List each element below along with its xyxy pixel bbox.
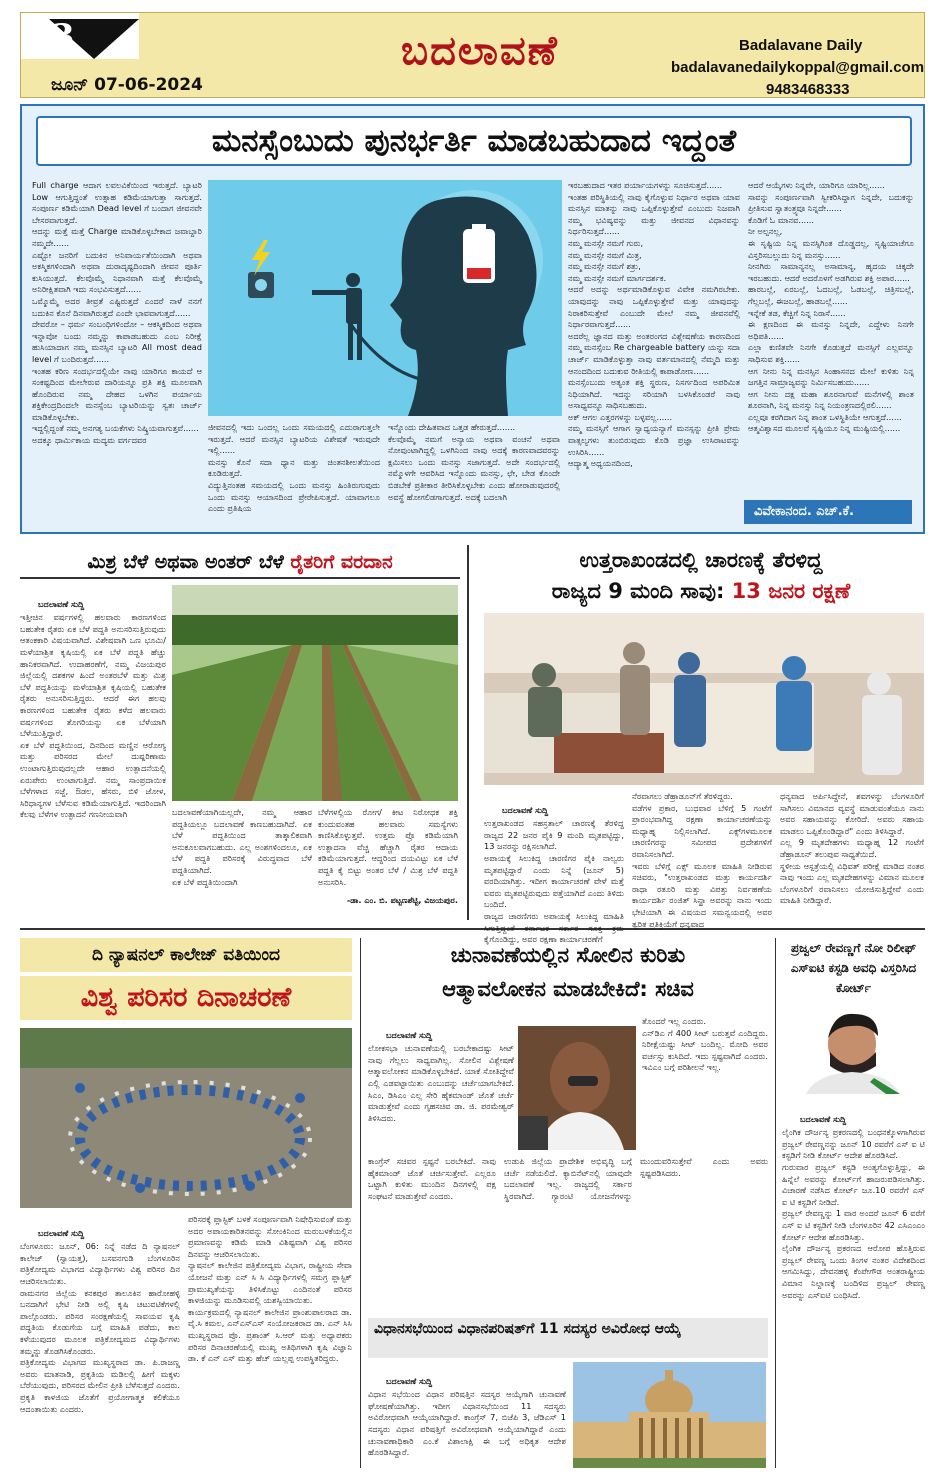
- environment-day-column-1: [20, 1214, 180, 1468]
- page-number: 3: [51, 17, 75, 57]
- page-number-tab: [21, 13, 139, 59]
- vidhana-soudha-photo: [573, 1362, 766, 1468]
- uttarakhand-headline: [476, 545, 926, 607]
- environment-day-headline: ವಿಶ್ವ ಪರಿಸರ ದಿನಾಚರಣೆ: [20, 976, 352, 1020]
- column-divider: [467, 545, 469, 920]
- lead-column-3: ಇರಬಹುದಾದ ಇತರ ಪರ್ಯಾಯಗಳನ್ನು ಸೂಚಿಸುತ್ತದೆ...... ಇಂತಹ ಪರಿಸ್ಥಿತಿಯಲ್ಲಿ ನಾವು ಕೈಗೊಳ್ಳುವ ನಿರ್ಧಾರ ಅಥವಾ ಯಾವ ಮನಸ್ಸಿನ ಮಾತನ್ನು ನಾವು ಒಪ್ಪಿಕೊಳ್ಳುತ್ತೇವೆ ಎಂಬುದು ನಿಜವಾಗಿ ನಮ್ಮ ಭವಿಷ್ಯವನ್ನು ಮತ್ತು ಜೀವನದ ವಿಧಾನವನ್ನು ನಿರ್ಧರಿಸುತ್ತದೆ...... ನಮ್ಮ ಮನಸ್ಸೇ ನಮಗೆ ಗುರು, ನಮ್ಮ ಮನಸ್ಸೇ ನಮಗೆ ಮಿತ್ರ, ನಮ್ಮ ಮನಸ್ಸೇ ನಮಗೆ ಶತ್ರು, ನಮ್ಮ ಮನಸ್ಸೇ ನಮಗೆ ಮಾರ್ಗದರ್ಶಕ. ಆದರೆ ಅದನ್ನು ಅರ್ಥಮಾಡಿಕೊಳ್ಳುವ ವಿವೇಕ ನಮಗಿರಬೇಕು. ಯಾವುದನ್ನು ನಾವು ಒಪ್ಪಿಕೊಳ್ಳುತ್ತೇವೆ ಮತ್ತು ಯಾವುದನ್ನು ನಿರಾಕರಿಸುತ್ತೇವೆ ಎಂಬುದೇ ಮೇಲೆ ನಮ್ಮ ಜೀವನವೆಲ್ಲಿ ನಿರ್ಧಾರವಾಗುತ್ತದೆ...... ಅದರೆಲ್ಲ ಜ್ಞಾನದ ಮತ್ತು ಅಂತರಂಗದ ವಿಶ್ಲೇಷಣೆಯ ಕಾರಣದಿಂದ ನಮ್ಮ ಮನಸ್ಸೆಂಬ Re chargeable battery ಯನ್ನು ಸದಾ ಚಾರ್ಜ್ ಮಾಡಿಕೊಳ್ಳುತ್ತಾ ನಾವು ವರ್ತಮಾನದಲ್ಲಿ ನೆಮ್ಮದಿ ಮತ್ತು ಆನಂದದಿಂದ ಬದುಕುವ ರೀತಿಯಲ್ಲಿ ಕಾಪಾಡೋಣ...... ಮನಸ್ಸೆಂಬುದು ಅತ್ಯಂತ ಶಕ್ತಿ ಸ್ಥರುಣ, ನಿಸರ್ಗದಿಂದ ಅಪರಿಮಿತ ನಿಧಿಯಾಗಿದೆ. ಇದನ್ನು ಸರಿಯಾಗಿ ಬಳಸಿಕೊಂಡರೆ ನಾವು ಅಸಾಧ್ಯವನ್ನೂ ಸಾಧಿಸಬಹುದು. ಅಕ್ ಆಗಲ ಎತ್ತರಗಳನ್ನು ಬಳ್ಳವಲ್ಲ...... ನಮ್ಮ ಮನಸ್ಸಿಗೆ ಆಗಾಗ ಸ್ವಾಧ್ಯಯನ್ಯಾಗೆ ಮನಸ್ಸನ್ನು ಪ್ರೀತಿ ಪ್ರೇಮ ವಾತ್ಸಲ್ಯಗಳು ತುಂಬಿರುವುದು ಕೊಡಿ ಪ್ರಜ್ಞಾ ಉಸಿರಾಟವನ್ನು ಉಸಿರಿಸಿ...... ಆದ್ಯಾತ್ಮ ಅಧ್ಯಯನದಿಂದ,: [568, 180, 740, 469]
- election-defeat-column-3: ಕಾಂಗ್ರೆಸ್ ಸಚಿವರ ಸ್ಪಷ್ಟನೆ ಬರಬೇಕಿದೆ. ನಾವು ಹೈಕಮಾಂಡ್ ಜೊತೆ ಚರ್ಚಿಸುತ್ತೇವೆ. ಎಲ್ಲರೂ ಒಟ್ಟಾಗಿ ಕುಳಿತು ಮುಂದಿನ ದಿನಗಳಲ್ಲಿ ಪಕ್ಷ ಸಂಘಟನೆ ಮಾಡುತ್ತೇವೆ ಎಂದರು. ಉಡುಪಿ ಜಿಲ್ಲೆಯ ಪ್ರಾದೇಶಿಕ ಅಭಿವೃದ್ಧಿ ಬಗ್ಗೆ ಚರ್ಚೆ ನಡೆಯಲಿದೆ. ಕ್ಯಾಬಿನೆಟ್‌ನಲ್ಲಿ ಯಾವುದೇ ಬದಲಾವಣೆ ಇಲ್ಲ. ರಾಜ್ಯದಲ್ಲಿ ಸರ್ಕಾರ ಸ್ಥಿರವಾಗಿದೆ. ಗ್ಯಾರಂಟಿ ಯೋಜನೆಗಳನ್ನು ಮುಂದುವರಿಸುತ್ತೇವೆ ಎಂದು ಅವರು ಸ್ಪಷ್ಟಪಡಿಸಿದರು.: [368, 1156, 768, 1201]
- election-defeat-column-1-text: ಲೋಕಸಭಾ ಚುನಾವಣೆಯಲ್ಲಿ ಬರಬೇಕಾದಷ್ಟು ಸೀಟ್ ನಾವು ಗೆಲ್ಲಲು ಸಾಧ್ಯವಾಗಿಲ್ಲ. ಸೋಲಿನ ವಿಶ್ಲೇಷಣೆ ಆತ್ಮಾವಲೋಕನ ಮಾಡಿಕೊಳ್ಳಬೇಕಿದೆ. ಯಾಕೆ ಸೋತಿದ್ದೇವೆ ಎಲ್ಲಿ ಎಡವಟ್ಟಾಯಿತು ಎಂಬುದನ್ನು ಚರ್ಚೆಯಾಗಬೇಕಿದೆ. ಸಿಎಂ, ಡಿಸಿಎಂ ಎಲ್ಲ ಸೇರಿ ಹೈಕಮಾಂಡ್ ಜೊತೆ ಚರ್ಚೆ ಮಾಡುತ್ತೇವೆ ಎಂದು ಗೃಹಸಚಿವ ಡಾ. ಜಿ. ಪರಮೇಶ್ವರ್ ತಿಳಿಸಿದರು.: [368, 1043, 514, 1123]
- brain-battery-illustration: [208, 180, 562, 416]
- council-election-byline: ಬದಲಾವಣೆ ಸುದ್ದಿ: [386, 1375, 433, 1386]
- council-election-headline: ವಿಧಾನಸಭೆಯಿಂದ ವಿಧಾನಪರಿಷತ್‌ಗೆ 11 ಸದಸ್ಯರ ಅವಿರೋಧ ಆಯ್ಕೆ: [368, 1318, 768, 1358]
- students-circle-photo: [20, 1028, 352, 1208]
- uttarakhand-column-2: ನೆರವಾಗಲು ಡೆಹ್ರಾಡೂನ್‌ಗೆ ತೆರಳಿದ್ದರು. ವಡೆಗಳ ಪ್ರಕಾರ, ಬುಧವಾರ ಬೆಳಿಗ್ಗೆ 5 ಗಂಟೆಗೆ ಪ್ರಾರಂಭವಾಗಿದ್ದ ರಕ್ಷಣಾ ಕಾರ್ಯಾಚರಣೆಯನ್ನು ಮಧ್ಯಾಹ್ನ ನಿಲ್ಲಿಸಲಾಗಿದೆ. ಎಕ್ಸ್‌ಗಳಮೂಲಕ ಚಾರಣಿಗರನ್ನು ಸಮೀಪದ ಪ್ರದೇಶಗಳಿಗೆ ರವಾನಿಸಲಾಗಿದೆ. ಇವರು ಬೆಳಿಗ್ಗೆ ಎಕ್ಸ್ ಮೂಲಕ ಮಾಹಿತಿ ನೀಡಿರುವ ಸಚಿವರು, "ಉತ್ತರಾಖಂಡದ ಮತ್ತು ಕಾರ್ಯದರ್ಶಿ ರಾಧಾ ರತೂರಿ ಮತ್ತು ವಿಪತ್ತು ನಿರ್ವಹಣೆಯ ಕಾರ್ಯದರ್ಶಿ ರಂಜಿತ್ ಸಿನ್ಹಾ ಅವರನ್ನು ನಾನು ಇಂದು ಭೇಟಿಯಾಗಿ ಈ ವಿಷಯದ ಸಮನ್ವಯದಲ್ಲಿ ಅವರ ತ್ವರಿತ ಪ್ರತಿಕ್ರಿಯೆಗೆ ಧನ್ಯವಾದ: [632, 791, 772, 929]
- section-divider: [20, 928, 925, 930]
- mixed-crop-author: -ಡಾ. ಎಂ. ಬಿ. ಪಟ್ಟಣಶೆಟ್ಟಿ, ವಿಜಯಪುರ.: [346, 895, 458, 905]
- environment-day-kicker: ದಿ ನ್ಯಾಷನಲ್ ಕಾಲೇಜ್ ವತಿಯಿಂದ: [20, 938, 352, 972]
- election-defeat-headline: [368, 938, 768, 1006]
- prajwal-custody-byline: ಬದಲಾವಣೆ ಸುದ್ದಿ: [800, 1113, 847, 1124]
- crop-field-photo: [172, 585, 458, 801]
- election-defeat-headline-line2: ಆತ್ಮಾವಲೋಕನ ಮಾಡಬೇಕಿದೆ: ಸಚಿವ: [442, 977, 694, 1001]
- lead-column-4: ಆದರೆ ಆಯ್ಕೆಗಳು ನಿನ್ನವೇ, ಯಾರಿಗೂ ಯಾರಿಲ್ಲ...... ಸಾವನ್ನು ಸಂಪೂರ್ಣವಾಗಿ ಸ್ವೀಕರಿಸಿದ್ದಾಗ ನಿನ್ನದೇ, ಬದುಕನ್ನು ಪ್ರೀತಿಸುವ ಸ್ವಾತಂತ್ರ್ಯವೂ ನಿನ್ನದೇ...... ಕೊಡಿಗೆ ಓ ಮಾನವ...... ನೀ ಅಲ್ಪನಲ್ಲ, ಈ ಸೃಷ್ಟಿಯ ನಿನ್ನ ಮನಸ್ಸಿಗಿಂತ ದೊಡ್ಡದಲ್ಲ, ಸೃಷ್ಟಿಯಾಚೆಗೂ ವಿಸ್ತರಿಸಬಲ್ಲುದು ನಿನ್ನ ಮನಸ್ಸು...... ನೀನಗಿರು ಸಾಮಾನ್ಯನಲ್ಲ ಅಸಾಮಾನ್ಯ, ಹೃದಯ ಚಿಕ್ಕದೇ ಇರಬಹುದು. ಆದರೆ ಅದರೊಳಗೆ ಅಡಗಿರುವ ಶಕ್ತಿ ಅಪಾರ...... ಹಾರಬಲ್ಲೆ, ಏರಬಲ್ಲೆ, ಓದಬಲ್ಲೆ, ಓಡಬಲ್ಲೆ, ಚಿತ್ರಿಸಬಲ್ಲೆ, ಗೆಲ್ಲಬಲ್ಲೆ, ಈಜಬಲ್ಲೆ, ಹಾಡಬಲ್ಲೆ...... ಇನ್ನೇಕೆ ತಡ, ಕೆಚ್ಚಿಗೆ ನಿನ್ನ ನಿರಾಸೆ...... ಈ ಕ್ಷಣದಿಂದ ಈ ಮನಸ್ಸು ನಿನ್ನದೇ, ಎದ್ದೇಳು ನಿನಗೇ ಅಧಿಪತಿ...... ಎಲ್ಲಾ ಕುಣಿತವೇ ನಿನಗೇ ಕೊಡುತ್ತದೆ ಮನಸ್ಸಿಗೆ ಎಲ್ಲವನ್ನೂ ಸಾಧಿಸುವ ಶಕ್ತಿ...... ಆಗ ನೀನು ನಿನ್ನ ಮನಸ್ಸಿನ ಸಿಂಹಾಸನದ ಮೇಲೆ ಕುಳಿತು ನಿನ್ನ ಜಗತ್ತಿನ ಸಾಮ್ರಾಜ್ಯವನ್ನು ನಿರ್ಮಿಸಬಹುದು...... ಆಗ ನೀನು ದಕ್ಷ ಮಹಾ ಶೂರನಾಗುವೆ ಮನೆಗಳಲ್ಲಿ ಶಾಂತ ಶೂರನಾಗಿ, ನಿನ್ನ ಮನಸ್ಸು ನಿನ್ನ ನಿಯಂತ್ರಣದಲ್ಲಿರಲಿ...... ಎಲ್ಲವೂ ಕರಗಿದಾಗ ನಿನ್ನ ಶಾಂತ ಒಳಸ್ಥಿತಿಯೇ ಆಗುತ್ತದೆ...... ಆತ್ಮವಿಶ್ವಾಸದ ಮೂಲವೆ ಸೃಷ್ಟಿಯೂ ನಿನ್ನ ಮುಷ್ಟಿಯಲ್ಲಿ......: [748, 180, 914, 434]
- uttarakhand-byline: ಬದಲಾವಣೆ ಸುದ್ದಿ: [502, 804, 549, 815]
- mixed-crop-headline-highlight: ರೈತರಿಗೆ ವರದಾನ: [290, 551, 393, 573]
- mixed-crop-column-3: ಬೆಳೆಗಳಲ್ಲಿಯ ರೋಗ/ ಕೀಟ ನಿರೋಧಕ ಶಕ್ತಿ ಕುಂದುವಂತಹ ಹಲವಾರು ಸಮಸ್ಯೆಗಳು ಕಾಣಿಸಿಕೊಳ್ಳುತ್ತವೆ. ಉತ್ತಮ ಪ್ರೊ ಕಡಿಮೆಯಾಗಿ ಉತ್ಪಾದನಾ ವೆಚ್ಚ ಹೆಚ್ಚಾಗಿ ರೈತರ ಆದಾಯ ಕಡಿಮೆಯಾಗುತ್ತದೆ. ಆದ್ದರಿಂದ ದಯವಿಟ್ಟು ಏಕ ಬೆಳೆ ಪದ್ದತಿ ಕೈ ಬಿಟ್ಟು ಅಂತರ ಬೆಳೆ / ಮಿಶ್ರ ಬೆಳೆ ಪದ್ದತಿ ಅನುಸರಿಸಿ.: [318, 807, 458, 887]
- election-defeat-byline: ಬದಲಾವಣೆ ಸುದ್ದಿ: [386, 1029, 433, 1040]
- lead-column-1: Full charge ಆದಾಗ ಲವಲವಿಕೆಯಿಂದ ಇರುತ್ತದೆ. ಬ್ಯಾಟರಿ Low ಆಗುತ್ತಿದ್ದಂತೆ ಉತ್ಸಾಹ ಕಡಿಮೆಯಾಗುತ್ತಾ ಸಾಗುತ್ತದೆ. ಸಂಪೂರ್ಣ ಕಡಿಮೆಯಾಗಿ Dead level ಗೆ ಬಂದಾಗ ಜೀವನವೇ ಬೇಸರವಾಗುತ್ತದೆ. ಆದನ್ನು ಮತ್ತೆ ಮತ್ತೆ Charge ಮಾಡಿಕೊಳ್ಳಬೇಕಾದ ಜವಾಬ್ದಾರಿ ನಮ್ಮದೇ...... ಎಷ್ಟೋ ಜನರಿಗೆ ಬದುಕಿನ ಅನಿವಾರ್ಯತೆಯಿಂದಾಗಿ ಅಥವಾ ಅಕಸ್ಮಿಕಗಳಿಂದಾಗಿ ಅಥವಾ ದುರಾದೃಷ್ಟದಿಂದಾಗಿ ಜೀವನ ಪೂರ್ತಿ ಕುಸಿಯುತ್ತದೆ. ಕೆಲವೊಮ್ಮೆ ನಿಧಾನವಾಗಿ ಮತ್ತೆ ಕೆಲವೊಮ್ಮೆ ಅನಿರೀಕ್ಷಿತವಾಗಿ ಇದು ಸಂಭವಿಸುತ್ತದೆ...... ಒಮ್ಮೊಮ್ಮೆ ಅದರ ತೀವ್ರತೆ ಎಷ್ಟಿರುತ್ತದೆ ಎಂದರೆ ನಾಳೆ ನನಗೆ ಬದುಕಿನ ಕೊನೆ ದಿನವಾಗಿರುತ್ತದೆ ಎಂದೇ ಭಾವವಾಗುತ್ತದೆ...... ದೇವರೋ – ಧರ್ಮ ಸಂಬಂಧಿಗಳಿಂದೋ – ಆಕಸ್ಮಿಕದಿಂದ ಅಥವಾ ಇನ್ನಾವೋ ಬಂದು ನಮ್ಮನ್ನು ಕಾಪಾಡಬಹುದು ಎಂಬ ನಿರೀಕ್ಷೆ ಹುಸಿಯಾದಾಗ ನಮ್ಮ ಮನಸ್ಸಿನ ಬ್ಯಾಟರಿ All most dead level ಗೆ ಬಂದಿರುತ್ತದೆ...... ಇಂತಹ ಕಠಿಣ ಸಂದರ್ಭದಲ್ಲಿಯೇ ನಾವು ಯಾರಿಗೂ ಕಾಯದೆ ಆ ಸಂಕಷ್ಟದಿಂದ ಮೇಲೇರುವ ದಾರಿಯನ್ನೂ ಪ್ರತಿ ಶಕ್ತಿ ಮೂಲವಾಗಿ ಹೊಂದಿರುವ ನಮ್ಮ ದೇಹದ ಒಳಗಿನ ಪರ್ಯಾಯ ಶಕ್ತಿಕೇಂದ್ರದಿಂದಲೇ ಮನಸ್ಸೆಂಬ ಬ್ಯಾಟರಿಯನ್ನು ಸ್ವತಃ ಚಾರ್ಜ್ ಮಾಡಿಕೊಳ್ಳಬೇಕು. ಇದ್ದಲ್ಲಿದ್ದಂತೆ ನಮ್ಮ ಅನಗತ್ಯ ಬಯಕೆಗಳು ನಿಷ್ಕ್ರಿಯವಾಗುತ್ತವೆ...... ಅದಕ್ಕೂ ಧಾರ್ಮಿಕಾಯ ಮದ್ಯಮ ವರ್ಗದವರ: [32, 180, 202, 446]
- environment-day-byline: ಬದಲಾವಣೆ ಸುದ್ದಿ: [38, 1227, 85, 1238]
- lead-column-2b: ಇನ್ನೊಂದು ದೇಹಿತವಾದ ಒತ್ತಡ ಹೇರುತ್ತದೆ....... ಕೆಲವೊಮ್ಮೆ ನಮಗೆ ಅನ್ಯಾಯ ಅಥವಾ ವಂಚನೆ ಅಥವಾ ನೋವುಂಟಾಗಿದ್ದಲ್ಲಿ ಒಳಗಿನಿಂದ ನಾವು ಅದಕ್ಕೆ ಕಾರಣವಾದವರನ್ನು ಕ್ಷಮಿಸಲು ಒಂದು ಮನಸ್ಸು ಸಜಾಗುತ್ತದೆ. ಅದೇ ಸಂದರ್ಭದಲ್ಲಿ ನಮ್ಮೊಳಗೇ ಆವರಿಸಿದ ಇನ್ನೊಂದು ಮನಸ್ಸು, ಛೇ, ಬೇಡ ಕೊಂದೇ ಬಿಡಬೇಕೆ ಪ್ರತೀಕಾರ ತೀರಿಸಿಕೊಳ್ಳಬೇಕು ಎಂದು ಹೋರಾಡುವುದರಲ್ಲಿ ಅವಸ್ಥೆ ಹೋಗಲಿಡಗಾಗುತ್ತದೆ. ಅದಕ್ಕೆ ಬದಲಾಗಿ: [388, 422, 560, 502]
- uttarakhand-column-3: ಧನ್ಯವಾದ ಅರ್ಪಿಸಿದ್ದೇನೆ, ಶವಗಳನ್ನು ಬೆಂಗಳೂರಿಗೆ ಸಾಗಿಸಲು ವಿಮಾನದ ವ್ಯವಸ್ಥೆ ಮಾಡುವಂತೆಯೂ ನಾನು ಅವರ ಸಹಾಯವನ್ನು ಕೋರಿದೆ. ಅವರು ಸಹಾಯ ಮಾಡಲು ಒಪ್ಪಿಕೊಂಡಿದ್ದಾರೆ" ಎಂದು ತಿಳಿಸಿದ್ದಾರೆ. ಎಲ್ಲ 9 ಮೃತದೇಹಗಳು ಮಧ್ಯಾಹ್ನ 12 ಗಂಟೆಗೆ ಡೆಹ್ರಾಡೂನ್ ತಲುಪುವ ಸಾಧ್ಯತೆಯಿದೆ. ಸ್ಥಳೀಯ ಆಸ್ಪತ್ರೆಯಲ್ಲಿ ವಿಧಿವತ್ ಪರೀಕ್ಷೆ ಮಾಡಿದ ನಂತರ ನಾವು ಇಂದು ಎಲ್ಲ ಮೃತದೇಹಗಳನ್ನು ವಿಮಾನ ಮೂಲಕ ಬೆಂಗಳೂರಿಗೆ ರವಾನಿಸಲು ಯೋಜಿಸುತ್ತಿದ್ದೇವೆ ಎಂದು ಮಾಹಿತಿ ನೀಡಿದ್ದಾರೆ.: [780, 791, 924, 906]
- uttarakhand-headline-line2: ರಾಜ್ಯದ 9 ಮಂದಿ ಸಾವು:: [551, 579, 732, 603]
- lead-article: [20, 104, 925, 534]
- officials-meeting-photo: [484, 613, 924, 785]
- lead-author-signature: ವಿವೇಕಾನಂದ. ಎಚ್.ಕೆ.: [744, 500, 912, 524]
- issue-date: ಜೂನ್ 07-06-2024: [51, 75, 203, 95]
- election-defeat-article: [368, 938, 768, 1308]
- environment-day-column-2: ಪರಿಸರಕ್ಕೆ ಪ್ಲಾಸ್ಟಿಕ್ ಬಳಕೆ ಸಂಪೂರ್ಣವಾಗಿ ನಿಷೇಧಿಸುವಂತೆ ಮತ್ತು ಅದರ ಅಪಾಯಕಾರಿತನವನ್ನು ಸೋಂಕಿನಿಂದ ಮರುಬಳಕೆಯಲ್ಲಿನ ಪ್ರಮಾಣವನ್ನು ಕಡಿಮೆ ಮಾಡಿ ವಿಶಿಷ್ಟವಾಗಿ ವಿಶ್ವ ಪರಿಸರ ದಿನವನ್ನು ಆಚರಿಸಲಾಯಿತು. ನ್ಯಾಷನಲ್ ಕಾಲೇಜಿನ ಪತ್ರಿಕೋದ್ಯಮ ವಿಭಾಗ, ರಾಷ್ಟ್ರೀಯ ಸೇವಾ ಯೋಜನೆ ಮತ್ತು ಎನ್ ಸಿ ಸಿ ವಿದ್ಯಾರ್ಥಿಗಳಲ್ಲಿ ಸಮಗ್ರ ಪ್ಲಾಸ್ಟಿಕ್ ಪ್ರಾಮುಖ್ಯತೆಯನ್ನು ತಿಳಿಸಿಕೊಟ್ಟು ಎಂದಿನಂತೆ ಪರಿಸರ ಕಾಳಜಿಯನ್ನು ಮೂಡಿಸುವಲ್ಲಿ ಯಶಸ್ವಿಯಾಯಿತು. ಕಾರ್ಯಕ್ರಮದಲ್ಲಿ ನ್ಯಾಷನಲ್ ಕಾಲೇಜಿನ ಪ್ರಾಂಶುಪಾಲರಾದ ಡಾ. ವೈ.ಸಿ ಕಮಲ, ಎನ್‌ಎಸ್‌ಎಸ್ ಸಂಯೋಜಕರಾದ ಡಾ. ಎನ್ ಸಿಸಿ ಮುಖ್ಯಸ್ಥರಾದ ಪ್ರೊ. ಪ್ರಶಾಂತ್ ಸಿ.ಆರ್ ಮತ್ತು ಅಧ್ಯಾಪಕರು ಪರಿಸರ ದಿನಾಚರಣೆಯಲ್ಲಿ ಮುಖ್ಯ ಅತಿಥಿಗಳಾಗಿ ಕೃಷಿ ವಿಜ್ಞಾನಿ ಡಾ. ಕೆ ಎನ್ ಎಸ್ ಮತ್ತು ಹೆಚ್ ಯಲ್ಲಪ್ಪ ಉಪಸ್ಥಿತರಿದ್ದರು.: [188, 1214, 352, 1364]
- contact-email[interactable]: badalavanedailykoppal@gmail.com: [671, 59, 925, 76]
- column-divider: [360, 938, 361, 1468]
- mixed-crop-byline: ಬದಲಾವಣೆ ಸುದ್ದಿ: [38, 598, 85, 609]
- mixed-crop-headline: [20, 545, 460, 579]
- newspaper-name: Badalavane Daily: [739, 37, 863, 54]
- council-election-article: [368, 1318, 768, 1470]
- mixed-crop-article: [20, 545, 460, 920]
- uttarakhand-headline-highlight: 13 ಜನರ ರಕ್ಷಣೆ: [731, 579, 851, 603]
- uttarakhand-column-1: [484, 791, 624, 945]
- mixed-crop-headline-main: ಮಿಶ್ರ ಬೆಳೆ ಅಥವಾ ಅಂತರ್ ಬೆಳೆ: [87, 551, 291, 573]
- uttarakhand-column-1-text: ಉತ್ತರಾಖಂಡದ ಸಹಸ್ರತಾಲ್ ಚಾರಣಕ್ಕೆ ತೆರಳಿದ್ದ ರಾಜ್ಯದ 22 ಜನರ ಪೈಕಿ 9 ಮಂದಿ ಮೃತಪಟ್ಟಿದ್ದು, 13 ಜನರನ್ನು ರಕ್ಷಿಸಲಾಗಿದೆ. ಅಪಾಯಕ್ಕೆ ಸಿಲುಕಿದ್ದ ಚಾರಣಿಗರ ಪೈಕಿ ನಾಲ್ವರು ಮೃತಪಟ್ಟಿದ್ದಾರೆ ಎಂದು ನಿನ್ನೆ (ಜೂನ್ 5) ವರದಿಯಾಗಿತ್ತು. ಇದೀಗ ಕಾರ್ಯಾಚರಣೆ ವೇಳೆ ಮತ್ತೆ ಐವರು ಮೃತಪಟ್ಟಿರುವುದು ಪತ್ತೆಯಾಗಿದೆ ಎಂದು ತಿಳಿದು ಬಂದಿದೆ. ರಾಜ್ಯದ ಚಾರಣಿಗರು ಅಪಾಯಕ್ಕೆ ಸಿಲುಕಿದ್ದ ಮಾಹಿತಿ ಸಿಗುತ್ತಿದ್ದಂತೆ ಕರ್ನಾಟಕ ಸರ್ಕಾರ ಸೂಕ್ತ ಕ್ರಮ ಕೈಗೊಂಡಿದ್ದು, ಅವರ ರಕ್ಷಣಾ ಕಾರ್ಯಾಚರಣೆಗೆ: [484, 818, 624, 945]
- prajwal-custody-column-1-text: ಲೈಂಗಿಕ ದೌರ್ಜನ್ಯ ಪ್ರಕರಣದಲ್ಲಿ ಬಂಧನಕ್ಕೊಳಗಾಗಿರುವ ಪ್ರಜ್ವಲ್ ರೇವಣ್ಣನನ್ನು ಜೂನ್ 10 ರವರೆಗೆ ಎಸ್ ಐ ಟಿ ಕಸ್ಟಡಿಗೆ ನೀಡಿ ಕೋರ್ಟ್ ಆದೇಶ ಹೊರಡಿಸಿದೆ. ಗುರುವಾರ ಪ್ರಜ್ವಲ್ ಕಸ್ಟಡಿ ಅಂತ್ಯಗೊಳ್ಳುತ್ತಿದ್ದು, ಈ ಹಿನ್ನೆಲೆ ಅವರನ್ನು ಕೋರ್ಟ್‌ಗೆ ಹಾಜರುಪಡಿಸಲಾಗಿತ್ತು. ವಿಚಾರಣೆ ನಡೆಸಿದ ಕೋರ್ಟ್ ಜೂ.10 ರವರೆಗೆ ಎಸ್ ಐ ಟಿ ಕಸ್ಟಡಿಗೆ ನೀಡಿದೆ. ಪ್ರಜ್ವಲ್ ರೇವಣ್ಣನ್ನು 1 ವಾರ ಅಂದರೆ ಜೂನ್ 6 ವರೆಗೆ ಎಸ್ ಐ ಟಿ ಕಸ್ಟಡಿಗೆ ನೀಡಿ ಬೆಂಗಳೂರಿನ 42 ಎಸಿಎಂಎಂ ಕೋರ್ಟ್ ಆದೇಶ ಹೊರಡಿಸಿತ್ತು. ಲೈಂಗಿಕ ದೌರ್ಜನ್ಯ ಪ್ರಕರಣದ ಆರೋಪ ಹೊತ್ತಿರುವ ಪ್ರಜ್ವಲ್ ರೇವಣ್ಣ ಒಂದು ತಿಂಗಳ ನಂತರ ವಿದೇಶದಿಂದ ಆಗಮಿಸಿದ್ದು, ದೇವನಹಳ್ಳಿ ಕೆಂಪೇಗೌಡ ಅಂತರಾಷ್ಟ್ರೀಯ ವಿಮಾನ ನಿಲ್ದಾಣಕ್ಕೆ ಬಂದಿಳಿದ ಪ್ರಜ್ವಲ್ ರೇವಣ್ಣ ಅವರನ್ನು ಎಸ್‌ಐಟಿ ಬಂಧಿಸಿದೆ.: [782, 1127, 925, 1300]
- election-defeat-headline-line1: ಚುನಾವಣೆಯಲ್ಲಿನ ಸೋಲಿನ ಕುರಿತು: [450, 943, 686, 967]
- minister-photo: [518, 1026, 636, 1150]
- contact-phone: 9483468333: [766, 81, 850, 98]
- environment-day-column-1-text: ಬೆಂಗಳೂರು: ಜೂನ್, 06: ನಿನ್ನೆ ನಡೆದ ದಿ ನ್ಯಾಷನಲ್ ಕಾಲೇಜ್ (ಸ್ವಾಯತ್ತ), ಬಸವನಗುಡಿ ಬೆಂಗಳೂರಿನ ಪತ್ರಿಕೋದ್ಯಮ ವಿಭಾಗದ ವಿದ್ಯಾರ್ಥಿಗಳು ವಿಶ್ವ ಪರಿಸರ ದಿನ ಆಚರಿಸಲಾಯಿತು. ರಾಮನಗರ ಜಿಲ್ಲೆಯ ಕನಕಪುರ ತಾಲೂಕಿನ ಹಾರೋಹಳ್ಳಿ ಬನದಾಗಿಗೆ ಭೇಟಿ ನೀಡಿ ಅಲ್ಲಿ ಕೃಷಿ ಚಟುವಟಿಕೆಗಳಲ್ಲಿ ಪಾಲ್ಗೊಂಡರು. ಪರಿಸರ ಸಂರಕ್ಷಣೆಯಲ್ಲಿ ಸಾವಯವ ಕೃಷಿ ಪದ್ಧತಿಯ ಕೊಡುಗೆಯ ಬಗ್ಗೆ ಮಾಹಿತಿ ಪಡೆದು, ಕಾಲ ಕಳೆಯುವುದರ ಮೂಲಕ ಪತ್ರಿಕೋದ್ಯಮದ ವಿದ್ಯಾರ್ಥಿಗಳು ತಮ್ಮನ್ನು ತೊಡಗಿಸಿಕೊಂಡರು. ಪತ್ರಿಕೋದ್ಯಮ ವಿಭಾಗದ ಮುಖ್ಯಸ್ಥರಾದ ಡಾ. ಪಿ.ರಾಜಣ್ಣ ಅವರು ಮಾತನಾಡಿ, ಪ್ರಕೃತಿಯ ಮಡಿಲಲ್ಲಿ ಹೀಗೆ ಮಕ್ಕಳು ಬೆರೆಯುವುದು, ಪರಿಸರದ ಮೇಲಿನ ಪ್ರೀತಿ ಬೆಳೆಸುತ್ತದೆ ಎಂದರು. ಪ್ರಕೃತಿ ಕಾಳಜಿಯ ಜೊತೆಗೆ ಪ್ರಯೋಗಾತ್ಮಕ ಕಲಿಕೆಯೂ ಆದಂತಾಯಿತು ಎಂದರು.: [20, 1241, 180, 1414]
- masthead: [20, 12, 925, 98]
- mixed-crop-column-2: ಬದಲಾವಣೆಯಾಗಿಯಲ್ಲದೇ, ನಮ್ಮ ಆಹಾರ ಪದ್ದತಿಯಲ್ಲೂ ಬದಲಾವಣೆ ಕಾಣಬಹುದಾಗಿದೆ. ಏಕ ಬೆಳೆ ಪದ್ದತಿಯಿಂದ ತಾತ್ಕಾಲಿಕವಾಗಿ ಅನುಕೂಲವಾಗಬಹುದು. ಎಲ್ಲ ಅಂಶಗಳಿಂದಲೂ, ಏಕ ಬೆಳೆ ಪದ್ದತಿ ಪರಿಸರಕ್ಕೆ ವಿರುದ್ಧವಾದ ಬೆಳೆ ಪದ್ದತಿಯಾಗಿದೆ. ಏಕ ಬೆಳೆ ಪದ್ದತಿಯಿಂದಾಗಿ: [172, 807, 312, 887]
- election-defeat-column-1: [368, 1016, 514, 1136]
- mixed-crop-column-1-text: ಇತ್ತೀಚಿನ ವರ್ಷಗಳಲ್ಲಿ ಹಲವಾರು ಕಾರಣಗಳಿಂದ ಬಹುತೇಕ ರೈತರು ಏಕ ಬೆಳೆ ಪದ್ದತಿ ಅನುಸರಿಸುತ್ತಿರುವುದು ಆತಂಕಕಾರಿ ವಿಷಯವಾಗಿದೆ. ವಿಶೇಷವಾಗಿ ಒಣ ಭೂಮಿ/ ಮಳೆಯಾಶ್ರಿತ ಕೃಷಿಯಲ್ಲಿ ಏಕ ಬೆಳೆ ಪದ್ದತಿ ಹೆಚ್ಚು ಹಾನಿಕರವಾಗಿದೆ. ಉದಾಹರಣೆಗೆ, ನಮ್ಮ ವಿಜಯಪುರ ಜಿಲ್ಲೆಯಲ್ಲಿ ದಶಕಗಳ ಹಿಂದೆ ಅಂತರಬೆಳೆ ಮತ್ತು ಮಿಶ್ರ ಬೆಳೆ ಪದ್ದತಿಯನ್ನು ಮಳೆಯಾಶ್ರಿತ ಕೃಷಿಯಲ್ಲಿ ಬಹುತೇಕ ರೈತರು ಅನುಸರಿಸುತ್ತಿದ್ದರು. ಆದರೆ ಈಗ ಹಲವು ಕಾರಣಗಳಿಂದ ಬಹುತೇಕ ರೈತರು ಕಳೆದ ಹಲವಾರು ವರ್ಷಗಳಿಂದ ತೊಗರಿಯನ್ನು ಏಕ ಬೆಳೆಯಾಗಿ ಬೆಳೆಯುತ್ತಿದ್ದಾರೆ. ಏಕ ಬೆಳೆ ಪದ್ದತಿಯಿಂದ, ದಿನದಿಂದ ಮಣ್ಣಿನ ಆರೋಗ್ಯ ಮತ್ತು ಪರಿಸರದ ಮೇಲೆ ದುಷ್ಪರಿಣಾಮ ಉಂಟಾಗುತ್ತಿರುವುದಲ್ಲದೇ ಆಹಾರ ಉತ್ಪಾದನೆಯಲ್ಲಿ ಏರುಪೇರು ಉಂಟಾಗುತ್ತಿದೆ. ನಮ್ಮ ಸಾಂಪ್ರದಾಯಿಕ ಬೆಳೆಗಳಾದ ಸಜ್ಜೆ, ಔಡಲ, ಹೆಸರು, ಬಿಳಿ ಜೋಳ, ಸಿರಿಧಾನ್ಯಗಳ ಬೆಳೆಸುವ ಕಡಿಮೆಯಾಗುತ್ತಿದೆ. ಇದರಿಂದಾಗಿ ಕೆಲವು ಬೆಳೆಗಳ ಉತ್ಪಾದನೆ ಗಣನೀಯವಾಗಿ: [20, 612, 166, 820]
- newspaper-logo: ಬದಲಾವಣೆ: [401, 27, 559, 74]
- prajwal-custody-column-1: [782, 1100, 925, 1468]
- election-defeat-column-2: ತೊಂದರೆ ಇಲ್ಲ ಎಂದರು. ಎನ್‌ಡಿಎ ಗೆ 400 ಸೀಟ್ ಬರುತ್ತವೆ ಎಂದಿದ್ದರು. ನಿರೀಕ್ಷೆಯಷ್ಟು ಸೀಟ್ ಬಂದಿಲ್ಲ. ಮೋದಿ ಅವರ ವರ್ಚಸ್ಸು ಕುಸಿದಿದೆ. ಇದು ಸ್ಪಷ್ಟವಾಗಿದೆ ಎಂದರು. ಇವಿಎಂ ಬಗ್ಗೆ ಪರಿಶೀಲನೆ ಇಲ್ಲ.: [642, 1016, 768, 1073]
- uttarakhand-headline-line1: ಉತ್ತರಾಖಂಡದಲ್ಲಿ ಚಾರಣಕ್ಕೆ ತೆರಳಿದ್ದ: [579, 548, 823, 572]
- lead-column-2a: ಜೀವನದಲ್ಲಿ ಇದು ಒಂದಲ್ಲ ಒಂದು ಸಮಯದಲ್ಲಿ ಎದುರಾಗುತ್ತಲೇ ಇರುತ್ತದೆ. ಆದರೆ ಮನಸ್ಸಿನ ಬ್ಯಾಟರಿಯ ವಿಶೇಷತೆ ಇರುವುದೇ ಇಲ್ಲಿ...... ಮನಸ್ಸು ಕೊನೆ ಸದಾ ಧ್ಯಾನ ಮತ್ತು ಚಿಂತನಶೀಲತೆಯಿಂದ ಕೂಡಿರುತ್ತದೆ. ವಿದ್ಯುತ್ತಿನಂತಹ ಸಮಯದಲ್ಲಿ ಒಂದು ಮನಸ್ಸು ಹಿಂತಿರುಗುವುದು ಒಂದು ಮನಸ್ಸು ಆಯಾಸದಿಂದ ಪ್ರೇರೇಪಿಸುತ್ತದೆ. ಯಾವಾಗಲೂ ಎಂದು ಪ್ರತಿಷಿಯ: [208, 422, 380, 514]
- column-divider: [775, 938, 776, 1468]
- environment-day-article: [20, 938, 352, 1468]
- uttarakhand-trek-article: [476, 545, 926, 945]
- mixed-crop-column-1: [20, 585, 166, 919]
- council-election-column-1: [368, 1362, 566, 1470]
- prajwal-portrait-photo: [782, 1008, 925, 1094]
- lead-headline: ಮನಸ್ಸೆಂಬುದು ಪುನರ್ಭರ್ತಿ ಮಾಡಬಹುದಾದ ಇದ್ದಂತೆ: [36, 116, 912, 166]
- council-election-column-1-text: ವಿಧಾನ ಸಭೆಯಿಂದ ವಿಧಾನ ಪರಿಷತ್ತಿನ ಸದಸ್ಯರ ಆಯ್ಕೆಗಾಗಿ ಚುನಾವಣೆ ಘೋಷಣೆಯಾಗಿತ್ತು. ಇದೀಗ ವಿಧಾನಸಭೆಯಿಂದ 11 ಸದಸ್ಯರು ಅವಿರೋಧವಾಗಿ ಆಯ್ಕೆಯಾಗಿದ್ದಾರೆ. ಕಾಂಗ್ರೆಸ್ 7, ಬಿಜೆಪಿ 3, ಜೆಡಿಎಸ್ 1 ಸದಸ್ಯರು ವಿಧಾನ ಪರಿಷತ್ತಿಗೆ ಅವಿರೋಧವಾಗಿ ಆಯ್ಕೆಯಾಗಿದ್ದಾರೆ ಎಂದು ಚುನಾವಣಾಧಿಕಾರಿ ಎಂ.ಕೆ ವಿಶಾಲಾಕ್ಷಿ ಈ ಬಗ್ಗೆ ಅಧಿಕೃತ ಆದೇಶ ಹೊರಡಿಸಿದ್ದಾರೆ.: [368, 1389, 566, 1458]
- prajwal-custody-headline: ಪ್ರಜ್ವಲ್ ರೇವಣ್ಣಗೆ ನೋ ರಿಲೀಫ್ ಎಸ್‌ಐಟಿ ಕಸ್ಟಡಿ ಅವಧಿ ವಿಸ್ತರಿಸಿದ ಕೋರ್ಟ್: [790, 941, 917, 995]
- prajwal-custody-article: [782, 938, 925, 1468]
